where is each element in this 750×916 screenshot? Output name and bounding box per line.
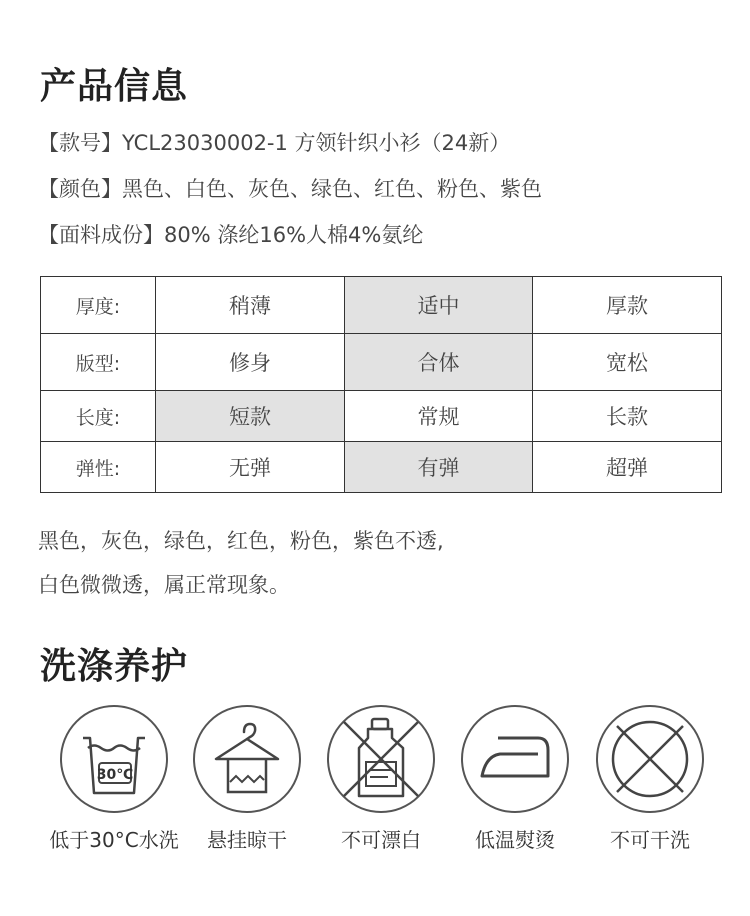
wash-30-icon: [59, 704, 169, 814]
spec-option-selected: 合体: [345, 334, 533, 391]
care-label: 低温熨烫: [475, 828, 555, 852]
spec-option-selected: 适中: [345, 277, 533, 334]
spec-table: [40, 276, 722, 493]
spec-option: 修身: [156, 334, 345, 391]
spec-option: 长款: [533, 391, 722, 442]
spec-option: 稍薄: [156, 277, 345, 334]
care-item-iron: [450, 704, 580, 853]
care-item-dry-clean: [585, 704, 715, 853]
care-label: 悬挂晾干: [207, 828, 287, 852]
spec-row-length: [41, 391, 722, 442]
no-dry-clean-icon: [595, 704, 705, 814]
care-label: 不可干洗: [610, 828, 690, 852]
iron-low-icon: [460, 704, 570, 814]
product-info-title: 产品信息: [40, 66, 189, 107]
spec-label: 版型:: [41, 334, 156, 391]
spec-option-selected: 有弹: [345, 442, 533, 493]
spec-row-thickness: [41, 277, 722, 334]
model-line: 【款号】YCL23030002-1 方领针织小衫（24新）: [38, 131, 511, 155]
spec-option: 常规: [345, 391, 533, 442]
spec-row-fit: [41, 334, 722, 391]
spec-row-elasticity: [41, 442, 722, 493]
care-label: 不可漂白: [341, 828, 421, 852]
transparency-note-line2: 白色微微透，属正常现象。: [38, 573, 290, 597]
wash-temp-label: 30℃: [96, 767, 134, 783]
care-item-bleach: [316, 704, 446, 853]
care-item-wash: [49, 704, 179, 853]
spec-label: 弹性:: [41, 442, 156, 493]
care-label: 低于30°C水洗: [49, 828, 179, 852]
fabric-line: 【面料成份】80% 涤纶16%人棉4%氨纶: [38, 223, 424, 247]
colors-line: 【颜色】黑色、白色、灰色、绿色、红色、粉色、紫色: [38, 177, 542, 201]
no-bleach-icon: [326, 704, 436, 814]
care-title: 洗涤养护: [40, 646, 189, 687]
transparency-note-line1: 黑色，灰色，绿色，红色，粉色，紫色不透,: [38, 529, 444, 553]
spec-option: 厚款: [533, 277, 722, 334]
spec-option: 无弹: [156, 442, 345, 493]
spec-label: 厚度:: [41, 277, 156, 334]
spec-option-selected: 短款: [156, 391, 345, 442]
spec-option: 宽松: [533, 334, 722, 391]
hang-dry-icon: [192, 704, 302, 814]
care-item-hang: [182, 704, 312, 853]
spec-label: 长度:: [41, 391, 156, 442]
spec-option: 超弹: [533, 442, 722, 493]
